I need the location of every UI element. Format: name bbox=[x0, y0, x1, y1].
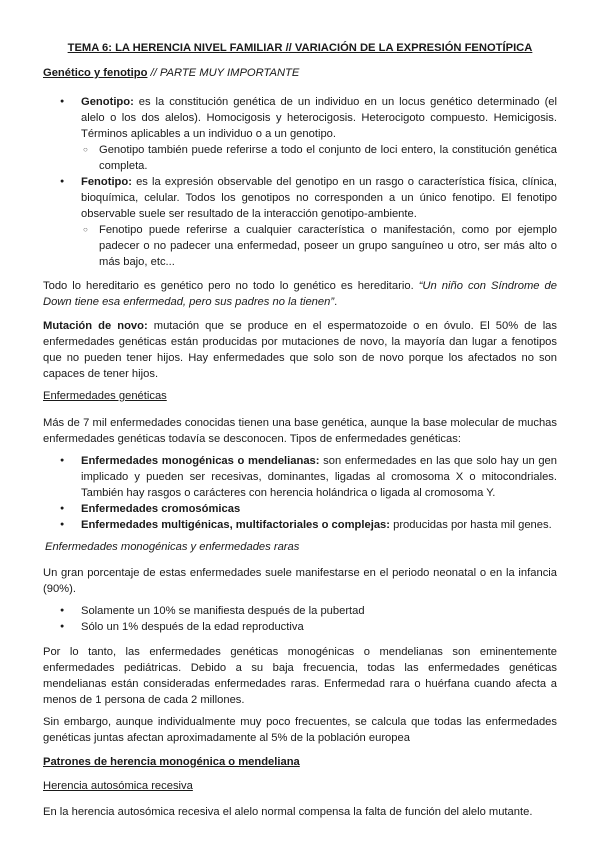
term: Fenotipo: bbox=[81, 176, 132, 188]
term: Enfermedades multigénicas, multifactoriales o complejas: bbox=[81, 519, 390, 531]
paragraph-por-lo-tanto: Por lo tanto, las enfermedades genéticas monogénicas o mendelianas son eminentemente enfermedades pediátricas. Debido a su baja frecuencia, todas las enfermedades genéticas mendelianas están consideradas enfermedades raras. Enfermedad rara o huérfana cuando afecta a menos de 1 persona de cada 2 millones. bbox=[43, 646, 557, 706]
list-item: ● Solamente un 10% se manifiesta después de la pubertad bbox=[43, 603, 557, 619]
text: Enfermedades monogénicas y enfermedades raras bbox=[45, 541, 300, 553]
list-item bbox=[43, 501, 557, 517]
text: son enfermedades en las que solo hay un gen implicado y pueden ser recesivas, dominantes, ligadas al cromosoma X o mitocondriales. También hay rasgos o carácteres con herencia holándrica o ligada al cromosoma Y. bbox=[81, 455, 557, 499]
text: . bbox=[334, 296, 338, 308]
paragraph-sin-embargo: Sin embargo, aunque individualmente muy poco frecuentes, se calcula que todas las enfermedades genéticas juntas afectan aproximadamente al 5% de la población europea bbox=[43, 716, 557, 744]
definition: es la expresión observable del genotipo en un rasgo o característica física, clínica, bioquímica, celular. Todos los genotipos no corresponden a un único fenotipo. El fenotipo observable suele ser resultado de la interacción genotipo-ambiente. bbox=[81, 176, 557, 220]
age-list bbox=[43, 603, 557, 635]
subheading-raras bbox=[43, 539, 559, 555]
heading-text: Genético y fenotipo bbox=[43, 67, 148, 79]
disease-types-list bbox=[43, 453, 557, 533]
paragraph-intro: Más de 7 mil enfermedades conocidas tienen una base genética, aunque la base molecular de muchas enfermedades genéticas todavía se desconocen. Tipos de enfermedades genéticas: bbox=[43, 417, 557, 445]
section-heading bbox=[43, 65, 557, 81]
term: Enfermedades cromosómicas bbox=[81, 503, 241, 515]
paragraph-mutacion bbox=[43, 318, 557, 382]
term: Mutación de novo: bbox=[43, 320, 148, 332]
subheading-autosomica: Herencia autosómica recesiva bbox=[43, 780, 193, 792]
sub-item: ○ Fenotipo puede referirse a cualquier característica o manifestación, como por ejemplo padecer o no padecer una enfermedad, poseer un grupo sanguíneo u otro, ser más alto o más bajo, etc... bbox=[81, 222, 557, 270]
paragraph-porcentaje: Un gran porcentaje de estas enfermedades suele manifestarse en el periodo neonatal o en la infancia (90%). bbox=[43, 567, 557, 595]
list-item bbox=[43, 517, 557, 533]
text: Todo lo hereditario es genético pero no todo lo genético es hereditario. bbox=[43, 280, 419, 292]
quote: “Un niño con Síndrome de Down tiene esa enfermedad, pero sus padres no la tienen” bbox=[43, 280, 557, 308]
document-title: TEMA 6: LA HERENCIA NIVEL FAMILIAR // VARIACIÓN DE LA EXPRESIÓN FENOTÍPICA bbox=[67, 42, 533, 54]
list-item bbox=[43, 174, 557, 270]
genotype-phenotype-list bbox=[43, 94, 557, 270]
term: Enfermedades monogénicas o mendelianas: bbox=[81, 455, 320, 467]
section-heading-patrones: Patrones de herencia monogénica o mendeliana bbox=[43, 756, 300, 768]
term: Genotipo: bbox=[81, 96, 134, 108]
text: mutación que se produce en el espermatozoide o en óvulo. El 50% de las enfermedades genéticas están producidas por mutaciones de novo, la mayoría dan lugar a fenotipos que no pueden tener hijos. Hay enfermedades que solo son de novo porque los afectados no son capaces de tener hijos. bbox=[43, 320, 557, 380]
list-item bbox=[43, 94, 557, 174]
list-item bbox=[43, 453, 557, 501]
sub-item: ○ Genotipo también puede referirse a todo el conjunto de loci entero, la constitución genética completa. bbox=[81, 142, 557, 174]
text: producidas por hasta mil genes. bbox=[390, 519, 552, 531]
definition: es la constitución genética de un individuo en un locus genético determinado (el alelo o los dos alelos). Homocigosis y heterocigosis. Heterocigoto compuesto. Hemicigosis. Términos aplicables a un individuo o a un genotipo. bbox=[81, 96, 557, 140]
paragraph-hereditario bbox=[43, 278, 557, 310]
subheading-enfermedades: Enfermedades genéticas bbox=[43, 390, 167, 402]
paragraph-autosomica: En la herencia autosómica recesiva el alelo normal compensa la falta de función del alelo mutante. bbox=[43, 806, 533, 818]
list-item: ● Sólo un 1% después de la edad reproductiva bbox=[43, 619, 557, 635]
heading-note: // PARTE MUY IMPORTANTE bbox=[147, 67, 300, 79]
